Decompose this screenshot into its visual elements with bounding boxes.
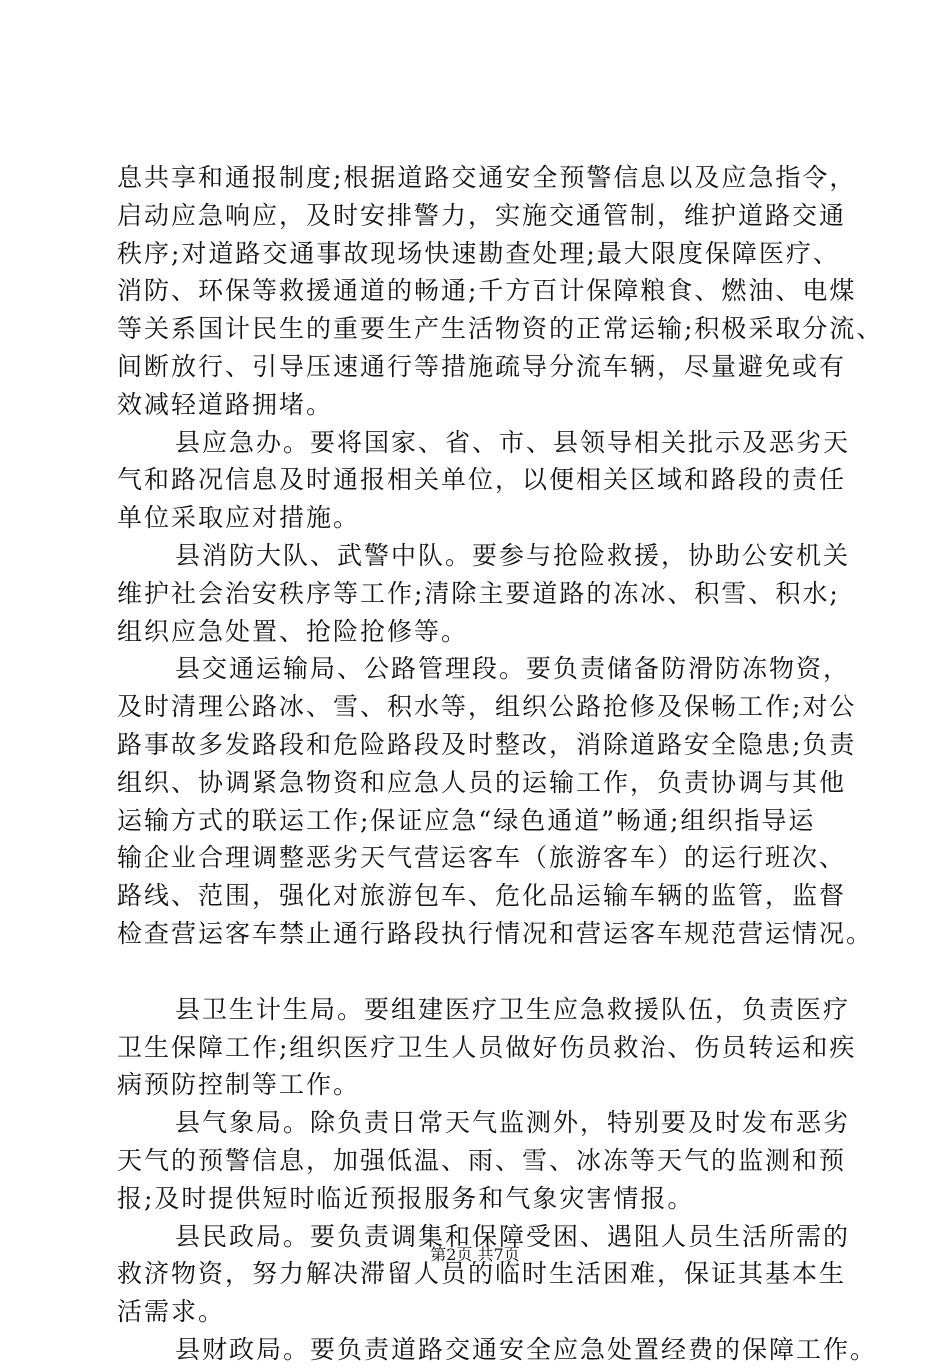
text-line: 路事故多发路段和危险路段及时整改，消除道路安全隐患;负责	[117, 729, 857, 759]
text-line: 维护社会治安秩序等工作;清除主要道路的冻冰、积雪、积水;	[117, 578, 840, 608]
blank-line	[117, 953, 857, 991]
text-line: 等关系国计民生的重要生产生活物资的正常运输;积极采取分流、	[117, 314, 884, 344]
text-line: 气和路况信息及时通报相关单位，以便相关区域和路段的责任	[117, 465, 847, 495]
paragraph-meteorological-bureau-line: 县气象局。除负责日常天气监测外，特别要及时发布恶劣	[175, 1108, 851, 1138]
paragraph-transport-bureau-line: 县交通运输局、公路管理段。要负责储备防滑防冻物资，	[175, 654, 851, 684]
text-line: 启动应急响应，及时安排警力，实施交通管制，维护道路交通	[117, 200, 847, 230]
text-line: 秩序;对道路交通事故现场快速勘查处理;最大限度保障医疗、	[117, 238, 840, 268]
text-line: 单位采取应对措施。	[117, 503, 361, 533]
text-line: 活需求。	[117, 1297, 226, 1327]
text-line: 组织、协调紧急物资和应急人员的运输工作，负责协调与其他	[117, 767, 847, 797]
document-body	[117, 159, 884, 1369]
paragraph-civil-affairs-line: 县民政局。要负责调集和保障受困、遇阻人员生活所需的	[175, 1221, 851, 1251]
text-line: 及时清理公路冰、雪、积水等，组织公路抢修及保畅工作;对公	[117, 692, 857, 722]
paragraph-health-bureau-line: 县卫生计生局。要组建医疗卫生应急救援队伍，负责医疗	[175, 994, 851, 1024]
text-line: 输企业合理调整恶劣天气营运客车（旅游客车）的运行班次、	[117, 843, 847, 873]
text-line: 报;及时提供短时临近预报服务和气象灾害情报。	[117, 1183, 695, 1213]
text-line: 救济物资，努力解决滞留人员的临时生活困难，保证其基本生	[117, 1259, 847, 1289]
paragraph-finance-bureau-line: 县财政局。要负责道路交通安全应急处置经费的保障工作。	[175, 1334, 878, 1364]
text-line: 检查营运客车禁止通行路段执行情况和营运客车规范营运情况。	[117, 918, 874, 948]
text-line: 效减轻道路拥堵。	[117, 389, 334, 419]
text-line: 组织应急处置、抢险抢修等。	[117, 616, 469, 646]
text-line: 卫生保障工作;组织医疗卫生人员做好伤员救治、伤员转运和疾	[117, 1032, 857, 1062]
paragraph-fire-brigade-line: 县消防大队、武警中队。要参与抢险救援，协助公安机关	[175, 540, 851, 570]
page-number-footer: 第2页 共7页	[430, 1245, 520, 1264]
paragraph-emergency-office-line: 县应急办。要将国家、省、市、县领导相关批示及恶劣天	[175, 427, 851, 457]
text-line: 间断放行、引导压速通行等措施疏导分流车辆，尽量避免或有	[117, 351, 847, 381]
text-line: 消防、环保等救援通道的畅通;千方百计保障粮食、燃油、电煤	[117, 276, 857, 306]
text-line: 路线、范围，强化对旅游包车、危化品运输车辆的监管，监督	[117, 881, 847, 911]
text-line: 息共享和通报制度;根据道路交通安全预警信息以及应急指令，	[117, 163, 857, 192]
text-line: 病预防控制等工作。	[117, 1070, 361, 1100]
text-line: 天气的预警信息，加强低温、雨、雪、冰冻等天气的监测和预	[117, 1145, 847, 1175]
text-line: 运输方式的联运工作;保证应急“绿色通道”畅通;组织指导运	[117, 805, 816, 835]
